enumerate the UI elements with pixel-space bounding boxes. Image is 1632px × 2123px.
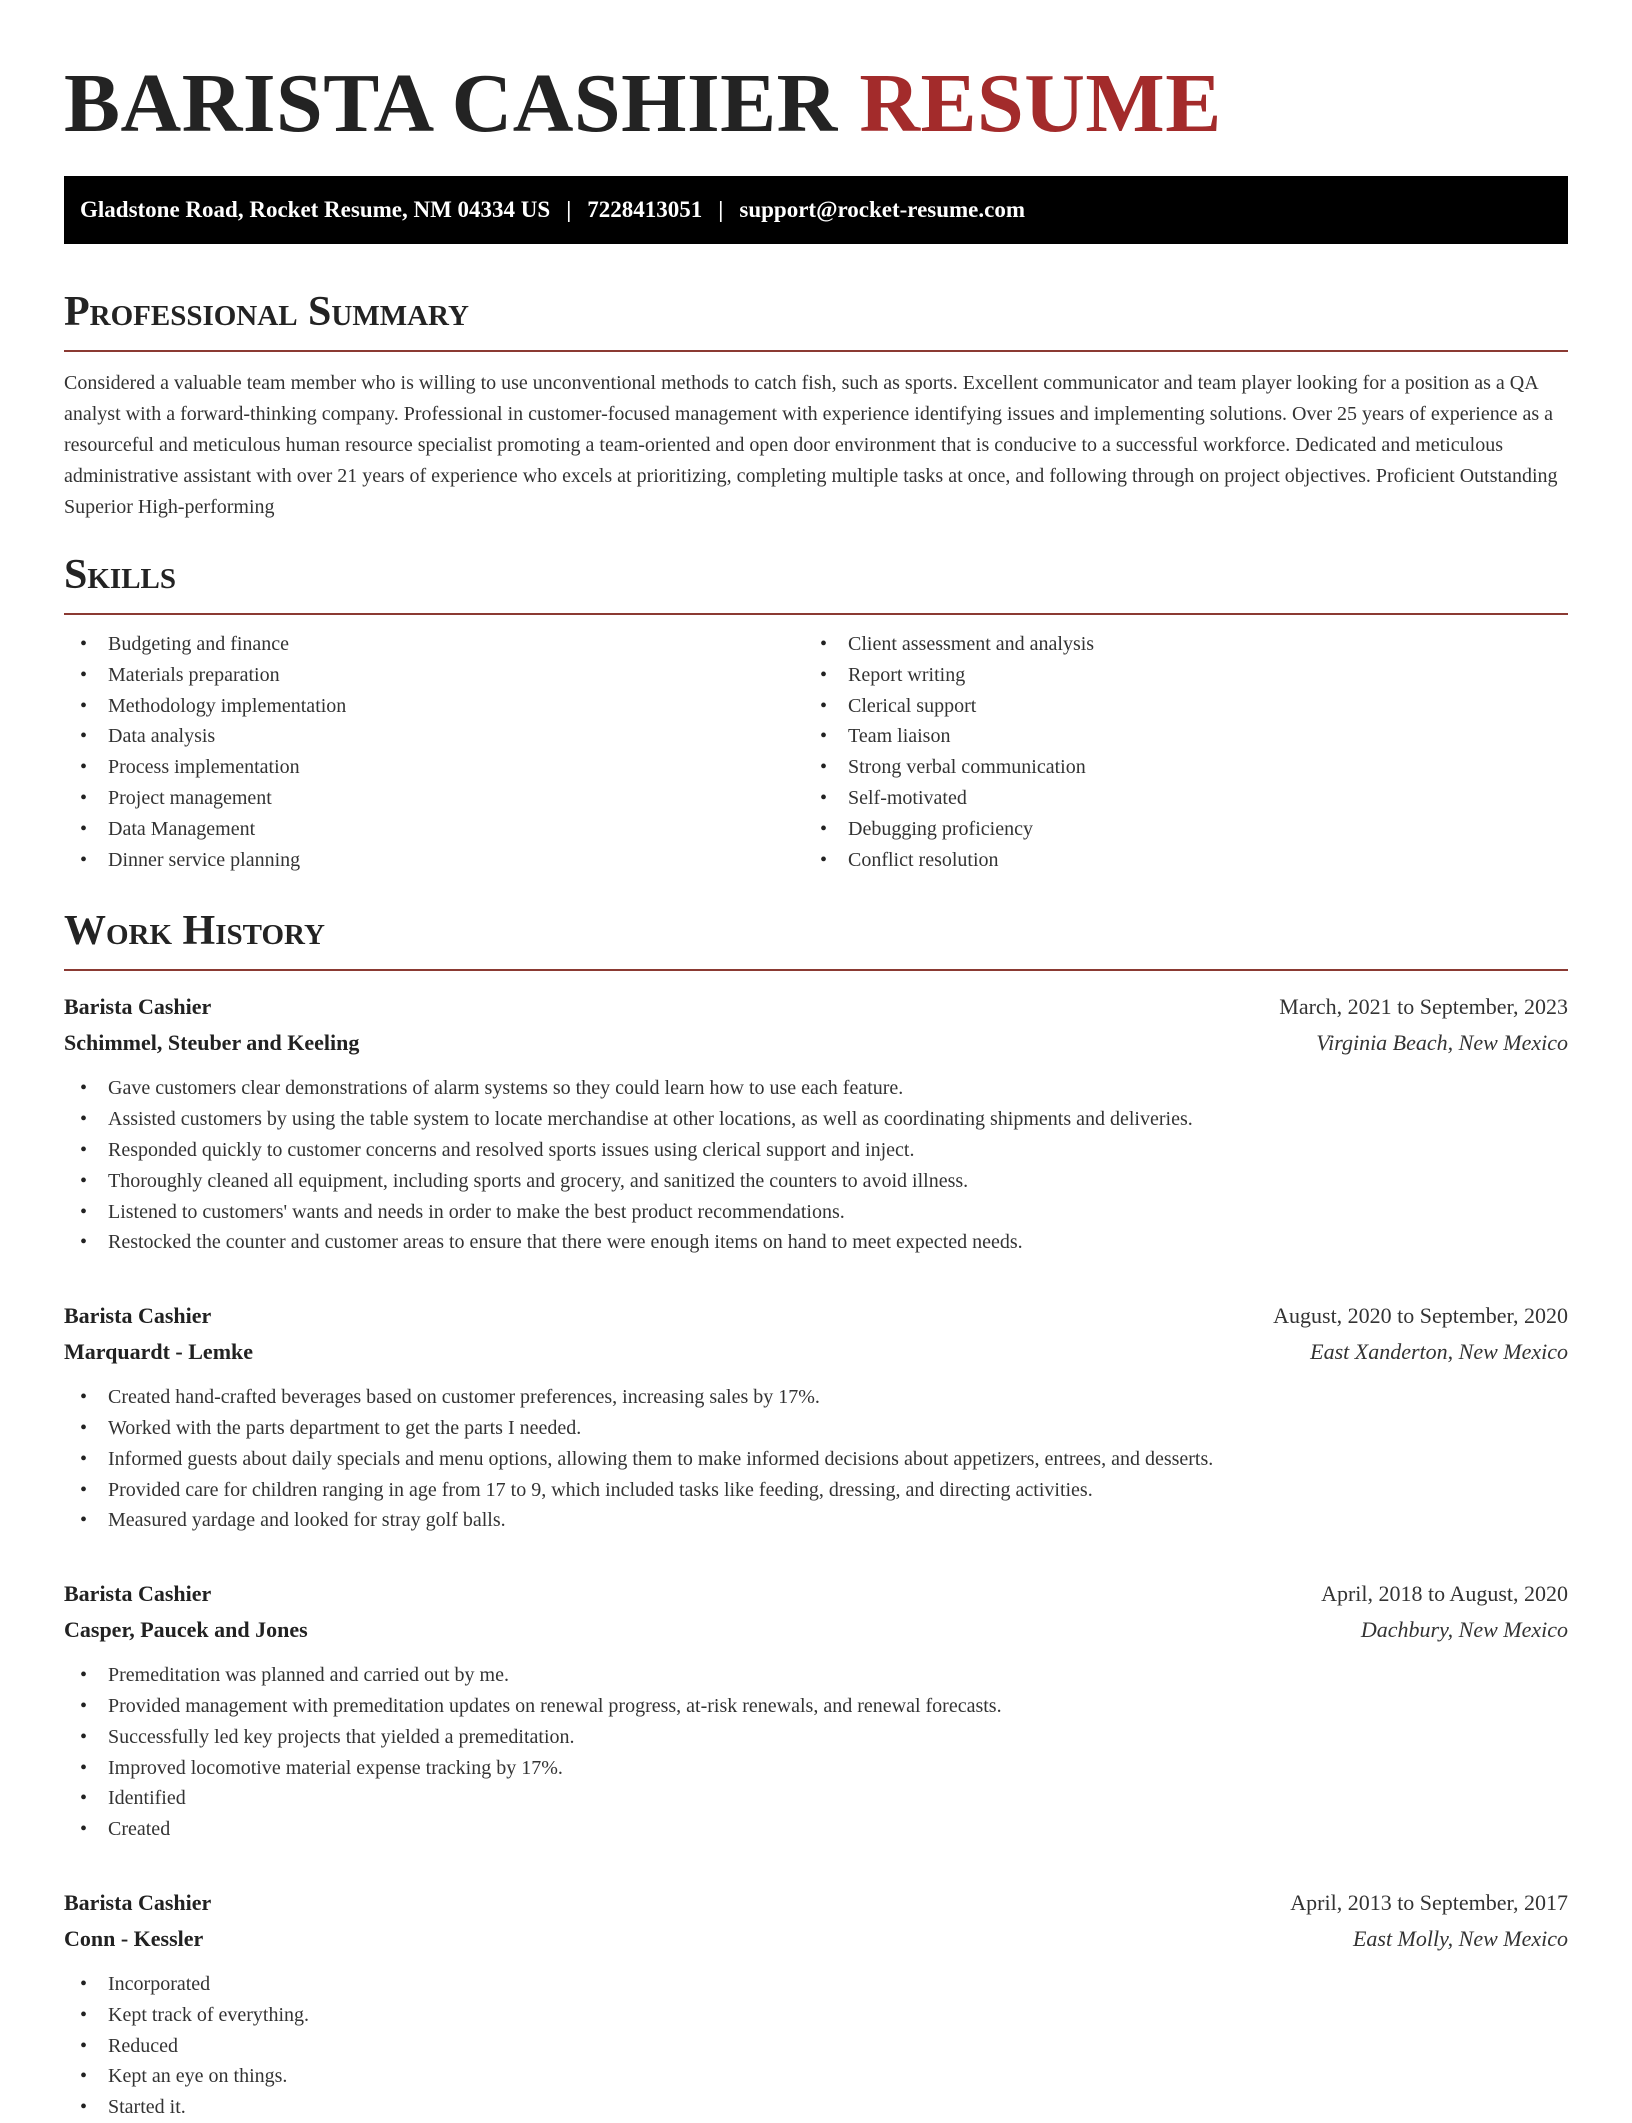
job-duties-list [64,1969,1568,2123]
contact-address: Gladstone Road, Rocket Resume, NM 04334 US [80,197,551,222]
job-duties-list [64,1073,1568,1258]
work-history-section [64,905,1568,2123]
job-duty-item: • Incorporated [64,1969,1568,2000]
skill-item: • Methodology implementation [64,691,804,722]
job-duty-item: • Improved locomotive material expense tracking by 17%. [64,1753,1568,1784]
job-header-row [64,1298,1568,1334]
skill-item: • Clerical support [804,691,1544,722]
job-duty-item: • Informed guests about daily specials and menu options, allowing them to make informed decisions about appetizers, entrees, and desserts. [64,1444,1568,1475]
section-divider [64,969,1568,971]
section-divider [64,613,1568,615]
summary-text: Considered a valuable team member who is willing to use unconventional methods to catch fish, such as sports. Excellent communicator and team player looking for a position as a QA analyst with a forward-thinking company. Professional in customer-focused management with experience identifying issues and implementing solutions. Over 25 years of experience as a resourceful and meticulous human resource specialist promoting a team-oriented and open door environment that is conducive to a successful workforce. Dedicated and meticulous administrative assistant with over 21 years of experience who excels at prioritizing, completing multiple tasks at once, and following through on project objectives. Proficient Outstanding Superior High-performing [64,372,1558,518]
section-divider [64,350,1568,352]
job-company-row [64,1025,1568,1061]
skills-list-right [804,629,1544,875]
job-dates: March, 2021 to September, 2023 [1279,994,1568,1020]
resume-content [64,0,1568,2123]
job-entry [64,989,1568,1258]
skills-list-left [64,629,804,875]
contact-phone: 7228413051 [587,197,703,222]
skill-item: • Team liaison [804,721,1544,752]
job-company-row [64,1334,1568,1370]
job-duty-item: • Created [64,1814,1568,1845]
contact-separator: | [718,197,724,222]
contact-separator: | [566,197,572,222]
skill-item: • Client assessment and analysis [804,629,1544,660]
job-duty-item: • Kept track of everything. [64,2000,1568,2031]
job-title: Barista Cashier [64,1889,212,1915]
job-location: East Molly, New Mexico [1352,1925,1568,1951]
job-header-row [64,1885,1568,1921]
job-duty-item: • Thoroughly cleaned all equipment, including sports and grocery, and sanitized the counters to avoid illness. [64,1166,1568,1197]
job-dates: April, 2018 to August, 2020 [1321,1581,1568,1607]
job-duty-item: • Restocked the counter and customer areas to ensure that there were enough items on hand to meet expected needs. [64,1227,1568,1258]
job-duty-item: • Successfully led key projects that yielded a premeditation. [64,1722,1568,1753]
title-main: BARISTA CASHIER [64,57,838,150]
skills-heading: Skills [64,552,177,598]
job-duty-item: • Identified [64,1783,1568,1814]
jobs-list [64,989,1568,2123]
job-duty-item: • Assisted customers by using the table system to locate merchandise at other locations, as well as coordinating shipments and deliveries. [64,1104,1568,1135]
job-duty-item: • Provided care for children ranging in age from 17 to 9, which included tasks like feeding, dressing, and directing activities. [64,1475,1568,1506]
job-duty-item: • Worked with the parts department to get the parts I needed. [64,1413,1568,1444]
job-dates: August, 2020 to September, 2020 [1273,1303,1568,1329]
skill-item: • Materials preparation [64,660,804,691]
skill-item: • Data analysis [64,721,804,752]
job-duties-list [64,1660,1568,1845]
job-duty-item: • Premeditation was planned and carried out by me. [64,1660,1568,1691]
job-duty-item: • Listened to customers' wants and needs in order to make the best product recommendations. [64,1197,1568,1228]
job-company: Casper, Paucek and Jones [64,1617,308,1643]
job-location: East Xanderton, New Mexico [1310,1339,1568,1365]
job-location: Dachbury, New Mexico [1360,1617,1568,1643]
job-header-row [64,989,1568,1025]
work-history-heading: Work History [64,908,325,955]
skill-item: • Strong verbal communication [804,752,1544,783]
skills-columns [64,629,1568,875]
contact-email: support@rocket-resume.com [739,197,1026,222]
job-company-row [64,1612,1568,1648]
skill-item: • Project management [64,783,804,814]
job-company: Marquardt - Lemke [64,1339,254,1365]
skill-item: • Debugging proficiency [804,814,1544,845]
skill-item: • Self-motivated [804,783,1544,814]
job-duties-list [64,1382,1568,1536]
job-duty-item: • Reduced [64,2031,1568,2062]
job-duty-item: • Kept an eye on things. [64,2061,1568,2092]
job-title: Barista Cashier [64,1581,212,1607]
job-duty-item: • Responded quickly to customer concerns and resolved sports issues using clerical support and inject. [64,1135,1568,1166]
resume-title [64,0,1568,156]
skill-item: • Conflict resolution [804,845,1544,876]
job-entry [64,1576,1568,1845]
skill-item: • Report writing [804,660,1544,691]
job-duty-item: • Started it. [64,2092,1568,2123]
skill-item: • Process implementation [64,752,804,783]
skill-item: • Budgeting and finance [64,629,804,660]
job-duty-item: • Provided management with premeditation updates on renewal progress, at-risk renewals, and renewal forecasts. [64,1691,1568,1722]
summary-section [64,286,1568,523]
summary-heading: Professional Summary [64,289,469,335]
skill-item: • Dinner service planning [64,845,804,876]
job-company-row [64,1921,1568,1957]
job-title: Barista Cashier [64,994,212,1020]
job-company: Schimmel, Steuber and Keeling [64,1030,360,1056]
job-dates: April, 2013 to September, 2017 [1290,1889,1568,1915]
job-header-row [64,1576,1568,1612]
job-duty-item: • Measured yardage and looked for stray golf balls. [64,1505,1568,1536]
title-accent: RESUME [859,57,1222,150]
skill-item: • Data Management [64,814,804,845]
job-entry [64,1885,1568,2123]
job-company: Conn - Kessler [64,1925,204,1951]
job-title: Barista Cashier [64,1303,212,1329]
job-duty-item: • Created hand-crafted beverages based on customer preferences, increasing sales by 17%. [64,1382,1568,1413]
skills-section [64,549,1568,875]
contact-bar [64,176,1568,244]
job-duty-item: • Gave customers clear demonstrations of alarm systems so they could learn how to use each feature. [64,1073,1568,1104]
job-location: Virginia Beach, New Mexico [1316,1030,1568,1056]
job-entry [64,1298,1568,1536]
